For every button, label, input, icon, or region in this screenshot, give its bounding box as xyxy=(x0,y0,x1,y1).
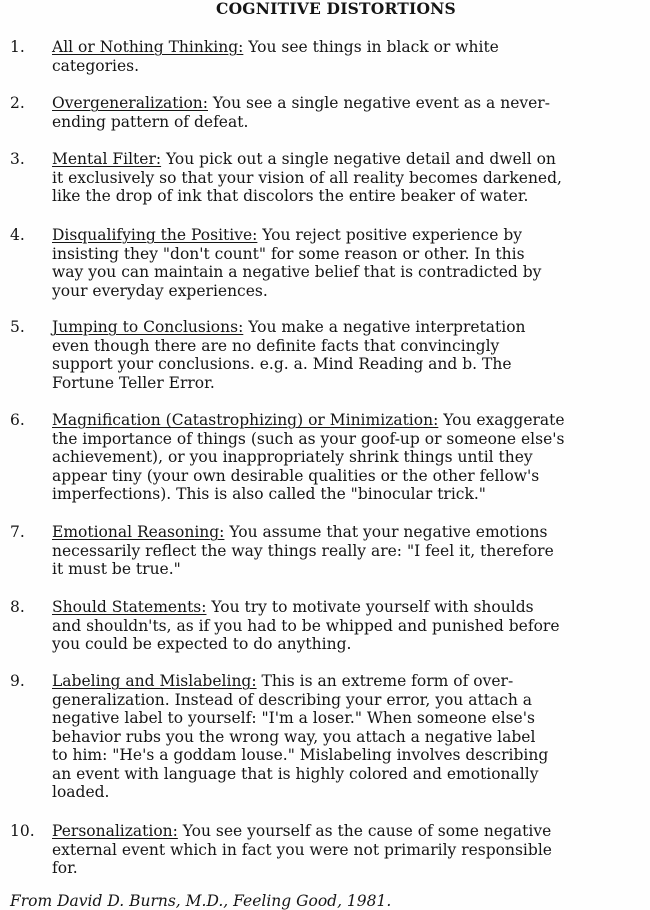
item-number: 6. xyxy=(10,411,25,429)
item-term: Disqualifying the Positive: xyxy=(52,226,258,244)
item-text xyxy=(52,150,650,206)
item-line: This is an extreme form of over- xyxy=(256,672,514,690)
item-line: the importance of things (such as your goof-up or someone else's xyxy=(52,429,565,448)
item-term: Overgeneralization: xyxy=(52,94,208,112)
item-line: insisting they "don't count" for some reason or other. In this xyxy=(52,244,525,263)
item-number: 4. xyxy=(10,226,25,244)
item-line: You reject positive experience by xyxy=(257,226,523,244)
item-text xyxy=(52,38,650,75)
item-line: You pick out a single negative detail and dwell on xyxy=(161,150,556,168)
item-term: Mental Filter: xyxy=(52,150,162,168)
item-text xyxy=(52,598,650,654)
item-line: even though there are no definite facts that convincingly xyxy=(52,336,500,355)
item-line: an event with language that is highly colored and emotionally xyxy=(52,764,539,783)
item-number: 1. xyxy=(10,38,25,56)
item-line: You make a negative interpretation xyxy=(243,318,526,336)
item-line: necessarily reflect the way things really are: "I feel it, therefore xyxy=(52,541,554,560)
item-term: Should Statements: xyxy=(52,598,207,616)
item-text xyxy=(52,411,650,504)
item-line: for. xyxy=(52,859,78,877)
item-line: Fortune Teller Error. xyxy=(52,373,215,392)
item-line: You see yourself as the cause of some negative xyxy=(177,822,552,840)
item-line: it must be true." xyxy=(52,560,181,578)
item-text xyxy=(52,318,650,392)
item-text xyxy=(52,523,650,579)
item-number: 3. xyxy=(10,150,25,168)
item-line: external event which in fact you were not primarily responsible xyxy=(52,840,552,859)
citation-prefix: From David D. Burns, M.D., xyxy=(10,892,234,910)
citation xyxy=(10,892,391,910)
item-line: you could be expected to do anything. xyxy=(52,635,352,653)
item-text xyxy=(52,94,650,131)
item-term: Emotional Reasoning: xyxy=(52,523,225,541)
item-number: 9. xyxy=(10,672,25,690)
item-term: Jumping to Conclusions: xyxy=(52,318,244,336)
item-text xyxy=(52,672,650,802)
item-line: You exaggerate xyxy=(438,411,565,429)
item-term: Magnification (Catastrophizing) or Minimization: xyxy=(52,411,439,429)
item-line: to him: "He's a goddam louse." Mislabeling involves describing xyxy=(52,746,549,764)
item-line: generalization. Instead of describing your error, you attach a xyxy=(52,690,532,709)
item-line: loaded. xyxy=(52,783,110,801)
item-line: appear tiny (your own desirable qualities or the other fellow's xyxy=(52,466,540,485)
item-term: Personalization: xyxy=(52,822,178,840)
item-term: Labeling and Mislabeling: xyxy=(52,672,257,690)
item-line: You see a single negative event as a never- xyxy=(208,94,550,112)
item-line: negative label to yourself: "I'm a loser." When someone else's xyxy=(52,709,535,727)
item-line: achievement), or you inappropriately shrink things until they xyxy=(52,448,533,466)
item-line: your everyday experiences. xyxy=(52,281,268,300)
item-line: You assume that your negative emotions xyxy=(224,523,548,541)
item-line: categories. xyxy=(52,56,139,75)
item-line: like the drop of ink that discolors the entire beaker of water. xyxy=(52,187,529,205)
item-line: You try to motivate yourself with shoulds xyxy=(206,598,534,616)
item-text xyxy=(52,226,650,300)
item-number: 8. xyxy=(10,598,25,616)
citation-work: Feeling Good xyxy=(233,892,338,910)
item-line: it exclusively so that your vision of all reality becomes darkened, xyxy=(52,168,562,187)
document-title: COGNITIVE DISTORTIONS xyxy=(216,0,456,18)
item-term: All or Nothing Thinking: xyxy=(52,38,244,56)
item-line: You see things in black or white xyxy=(243,38,499,56)
item-number: 10. xyxy=(10,822,35,840)
item-line: imperfections). This is also called the "binocular trick." xyxy=(52,485,486,503)
item-line: ending pattern of defeat. xyxy=(52,112,249,131)
item-number: 5. xyxy=(10,318,25,336)
item-line: and shouldn'ts, as if you had to be whipped and punished before xyxy=(52,616,560,635)
item-number: 2. xyxy=(10,94,25,112)
item-line: support your conclusions. e.g. a. Mind Reading and b. The xyxy=(52,355,512,373)
item-line: behavior rubs you the wrong way, you attach a negative label xyxy=(52,727,536,746)
citation-suffix: , 1981. xyxy=(337,892,392,910)
item-line: way you can maintain a negative belief that is contradicted by xyxy=(52,263,542,281)
item-text xyxy=(52,822,650,878)
item-number: 7. xyxy=(10,523,25,541)
